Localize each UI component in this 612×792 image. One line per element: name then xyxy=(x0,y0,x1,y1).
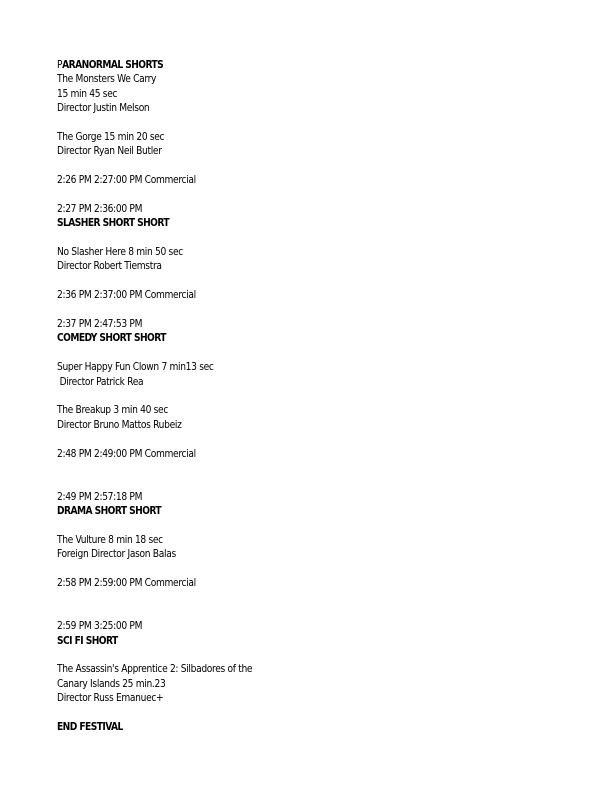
film-director: Director Russ Emanuec+ xyxy=(57,691,164,705)
film-title: The Breakup 3 min 40 sec xyxy=(57,403,169,417)
film-title: The Monsters We Carry xyxy=(57,72,157,86)
commercial-slot: 2:36 PM 2:37:00 PM Commercial xyxy=(57,288,196,302)
film-director: Director Justin Melson xyxy=(57,101,150,115)
commercial-slot: 2:48 PM 2:49:00 PM Commercial xyxy=(57,446,196,460)
drama-heading: DRAMA SHORT SHORT xyxy=(57,504,162,518)
time-slot: 2:37 PM 2:47:53 PM xyxy=(57,317,143,331)
time-slot: 2:27 PM 2:36:00 PM xyxy=(57,201,143,215)
time-slot: 2:49 PM 2:57:18 PM xyxy=(57,489,143,503)
film-director: Director Robert Tiemstra xyxy=(57,259,162,273)
film-title: Super Happy Fun Clown 7 min13 sec xyxy=(57,360,214,374)
scifi-heading: SCI FI SHORT xyxy=(57,633,118,647)
film-director: Director Ryan Neil Butler xyxy=(57,144,162,158)
film-title: The Gorge 15 min 20 sec xyxy=(57,129,165,143)
film-director: Director Bruno Mattos Rubeiz xyxy=(57,417,182,431)
film-title: The Vulture 8 min 18 sec xyxy=(57,532,163,546)
film-title: The Assassin's Apprentice 2: Silbadores of the xyxy=(57,662,253,676)
time-slot: 2:59 PM 3:25:00 PM xyxy=(57,619,143,633)
film-title-continued: Canary Islands 25 min.23 xyxy=(57,676,166,690)
film-director: Foreign Director Jason Balas xyxy=(57,547,176,561)
commercial-slot: 2:58 PM 2:59:00 PM Commercial xyxy=(57,576,196,590)
comedy-heading: COMEDY SHORT SHORT xyxy=(57,331,166,345)
commercial-slot: 2:26 PM 2:27:00 PM Commercial xyxy=(57,173,196,187)
film-director: Director Patrick Rea xyxy=(57,374,144,388)
slasher-heading: SLASHER SHORT SHORT xyxy=(57,216,170,230)
end-festival-heading: END FESTIVAL xyxy=(57,720,123,733)
film-runtime: 15 min 45 sec xyxy=(57,86,118,100)
heading-rest: ARANORMAL SHORTS xyxy=(62,58,164,71)
paranormal-heading xyxy=(57,58,535,72)
schedule-document xyxy=(57,58,577,734)
heading-initial: P xyxy=(57,58,63,71)
film-title: No Slasher Here 8 min 50 sec xyxy=(57,245,183,259)
